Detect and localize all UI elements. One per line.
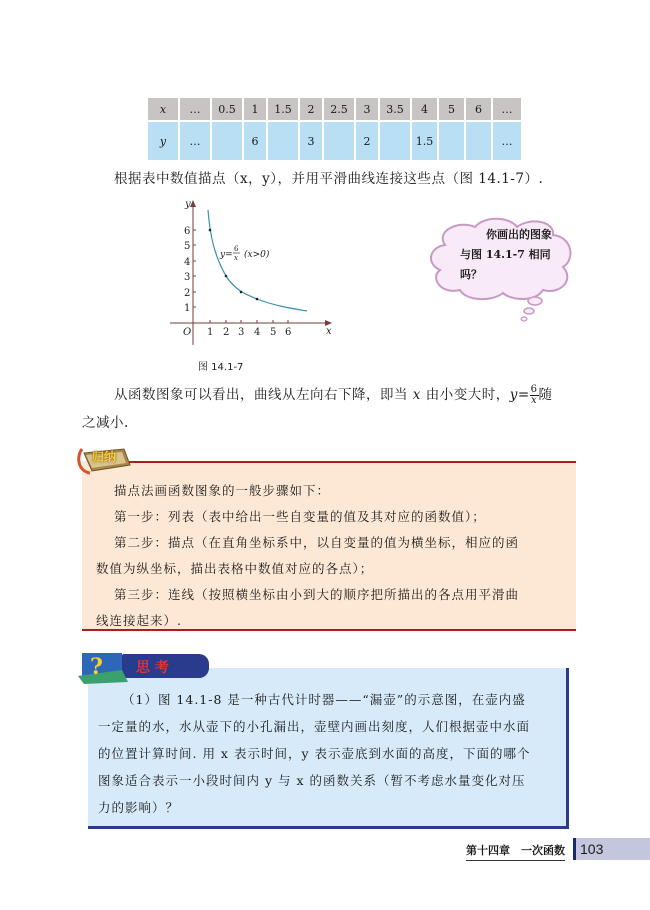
summary-line: 第一步：列表（表中给出一些自变量的值及其对应的函数值）； (114, 509, 486, 524)
table-cell (380, 122, 410, 160)
think-line: （1）图 14.1-8 是一种古代计时器——“漏壶”的示意图，在壶内盛 (122, 692, 526, 707)
origin-label: O (183, 327, 192, 338)
think-badge (76, 650, 211, 682)
table-cell: 6 (244, 122, 266, 160)
summary-line: 描点法画函数图象的一般步骤如下： (114, 483, 331, 498)
svg-text:x: x (234, 254, 238, 262)
figure-caption: 图 14.1-7 (198, 362, 244, 373)
table-cell: 6 (466, 98, 491, 120)
svg-text:1: 1 (207, 327, 214, 338)
table-cell (324, 122, 354, 160)
svg-text:4: 4 (184, 257, 191, 268)
summary-line: 第二步：描点（在直角坐标系中，以自变量的值为横坐标，相应的函 (114, 535, 520, 550)
summary-line: 线连接起来）. (96, 613, 182, 628)
think-line: 图象适合表示一小段时间内 y 与 x 的函数关系（暂不考虑水量变化对压 (98, 773, 526, 788)
svg-text:1: 1 (184, 303, 191, 314)
svg-text:3: 3 (184, 272, 191, 283)
table-cell: 4 (412, 98, 437, 120)
think-badge-label: 思 考 (136, 660, 169, 676)
table-cell: 2 (300, 98, 322, 120)
table-cell (466, 122, 491, 160)
svg-text:6: 6 (285, 327, 292, 338)
summary-rule (125, 461, 576, 463)
svg-text:4: 4 (254, 327, 261, 338)
svg-text:?: ? (90, 654, 103, 680)
svg-text:(x>0): (x>0) (244, 250, 270, 260)
paragraph-plot-points: 根据表中数值描点（x，y），并用平滑曲线连接这些点（图 14.1-7）. (114, 171, 544, 187)
y-axis-label: y (185, 199, 191, 210)
table-cell: … (180, 122, 210, 160)
bubble-line-1: 你画出的图象 (486, 228, 552, 241)
summary-line: 第三步：连线（按照横坐标由小到大的顺序把所描出的各点用平滑曲 (114, 587, 520, 602)
table-cell: 2.5 (324, 98, 354, 120)
table-cell: 1 (244, 98, 266, 120)
think-line: 的位置计算时间. 用 x 表示时间，y 表示壶底到水面的高度，下面的哪个 (98, 746, 531, 761)
svg-text:2: 2 (184, 288, 191, 299)
svg-text:y=: y= (220, 250, 233, 260)
table-cell: 2 (356, 122, 378, 160)
table-cell: … (493, 98, 521, 120)
summary-badge-label: 归纳 (92, 450, 117, 464)
svg-text:5: 5 (270, 327, 277, 338)
table-cell: … (180, 98, 210, 120)
table-row-x (148, 98, 521, 120)
page-number: 103 (573, 838, 650, 860)
function-graph (160, 195, 340, 355)
question-icon (76, 650, 128, 684)
table-cell (268, 122, 298, 160)
chapter-title: 第十四章 一次函数 (466, 842, 565, 861)
bubble-line-3: 吗？ (460, 268, 482, 281)
table-cell: 1.5 (412, 122, 437, 160)
table-cell: 3 (300, 122, 322, 160)
paragraph-decreasing-cont: 之减小. (82, 415, 129, 431)
table-cell: 0.5 (212, 98, 242, 120)
fraction: $\frac{6}{x}$ (530, 384, 538, 406)
table-cell: 1.5 (268, 98, 298, 120)
paragraph-decreasing: 从函数图象可以看出，曲线从左向右下降，即当 x 由小变大时，y= $\frac{6}{x}$ 随 (114, 384, 553, 406)
value-table (146, 96, 523, 162)
table-row-y (148, 122, 521, 160)
svg-text:6: 6 (184, 226, 191, 237)
bubble-line-2: 与图 14.1-7 相同 (460, 248, 551, 261)
table-cell: 3.5 (380, 98, 410, 120)
table-cell: 3 (356, 98, 378, 120)
svg-text:2: 2 (223, 327, 230, 338)
table-cell (212, 122, 242, 160)
summary-badge (74, 443, 132, 473)
table-header-y: y (148, 122, 178, 160)
table-header-x: x (148, 98, 178, 120)
svg-text:3: 3 (238, 327, 245, 338)
svg-text:6: 6 (234, 245, 239, 253)
svg-text:5: 5 (184, 241, 191, 252)
table-cell: 5 (439, 98, 464, 120)
summary-line: 数值为纵坐标，描出表格中数值对应的各点）； (96, 561, 374, 576)
x-axis-label: x (326, 326, 332, 337)
think-line: 一定量的水，水从壶下的小孔漏出，壶壁内画出刻度，人们根据壶中水面 (98, 719, 531, 734)
table-cell (439, 122, 464, 160)
think-line: 力的影响）？ (98, 800, 180, 815)
table-cell: … (493, 122, 521, 160)
